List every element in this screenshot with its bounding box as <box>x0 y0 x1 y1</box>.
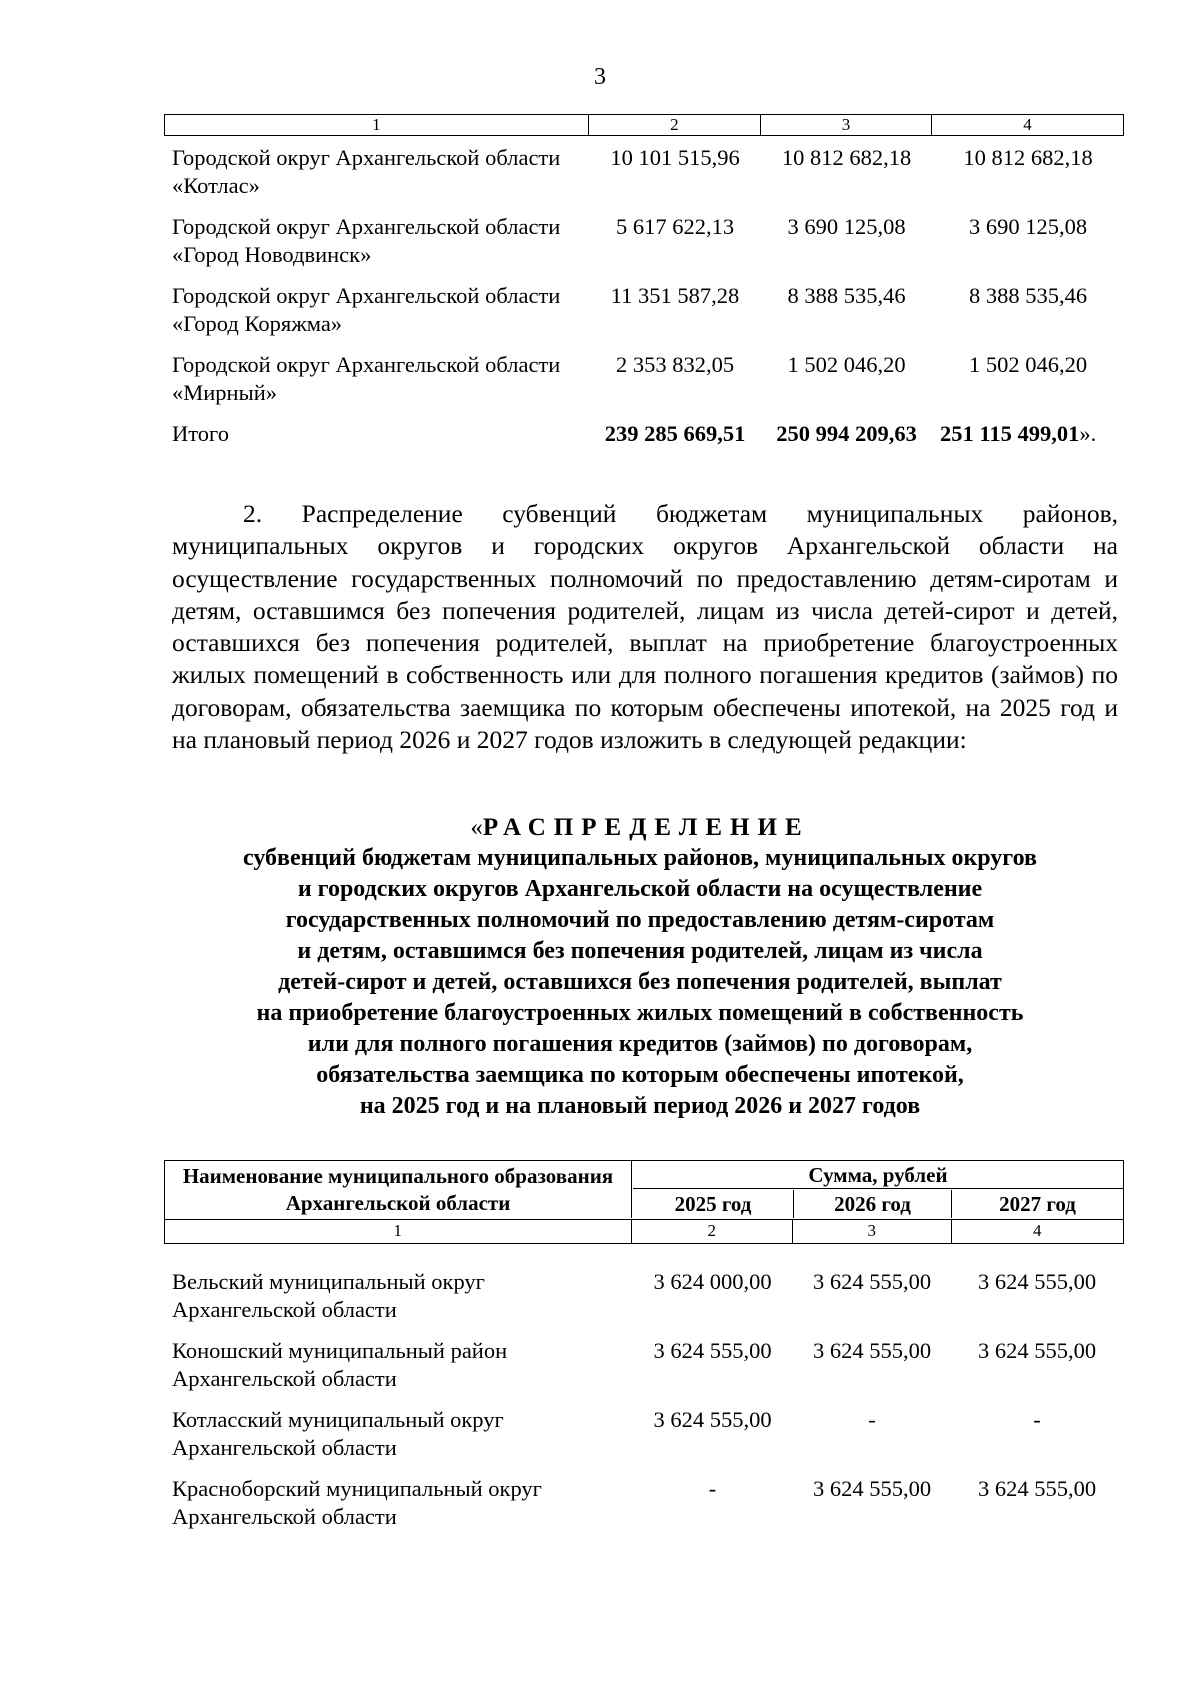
table-column-numbers <box>164 1220 1124 1244</box>
amount-2025: 11 351 587,28 <box>610 283 740 308</box>
title-line: и детям, оставшимся без попечения родителей, лицам из числа <box>297 938 983 964</box>
amount-2027: 3 624 555,00 <box>977 1269 1097 1294</box>
column-number: 4 <box>951 1220 1123 1243</box>
amount-2025: 5 617 622,13 <box>615 214 735 239</box>
title-line: государственных полномочий по предоставлению детям-сиротам <box>285 907 995 933</box>
amount-2026: 3 624 555,00 <box>812 1476 932 1501</box>
title-heading <box>150 812 1130 843</box>
municipality-name: Коношский муниципальный район Архангельской области <box>172 1338 508 1391</box>
column-number: 2 <box>588 115 760 135</box>
title-line: на приобретение благоустроенных жилых помещений в собственность <box>256 1000 1024 1026</box>
amount-2027: 3 690 125,08 <box>968 214 1088 239</box>
table-header <box>164 1160 1124 1220</box>
header-year-2025: 2025 год <box>633 1190 794 1218</box>
amount-2026: 3 624 555,00 <box>812 1338 932 1363</box>
municipality-name: Красноборский муниципальный округ Архангельской области <box>172 1476 542 1529</box>
title-word: РАСПРЕДЕЛЕНИЕ <box>482 814 810 841</box>
header-sum: Сумма, рублей <box>633 1161 1123 1189</box>
municipality-name: Городской округ Архангельской области «Город Коряжма» <box>172 283 561 336</box>
amount-2026: 8 388 535,46 <box>787 283 906 308</box>
distribution-table <box>164 1160 1124 1529</box>
column-number: 3 <box>792 1220 951 1243</box>
amount-2025: 3 624 555,00 <box>653 1338 772 1363</box>
open-quote: « <box>470 814 483 841</box>
amount-2025: 10 101 515,96 <box>610 145 740 170</box>
amount-2025: 3 624 000,00 <box>653 1269 772 1294</box>
amount-2027: 8 388 535,46 <box>968 283 1088 308</box>
paragraph-text: 2. Распределение субвенций бюджетам муниципальных районов, муниципальных округов и городских округов Архангельской области на осуществление государственных полномочий по предоставлению детям-сиротам и детям, оставшимся без попечения родителей, лицам из числа детей-сирот и детей, оставшихся без попечения родителей, выплат на приобретение благоустроенных жилых помещений в собственность или для полного погашения кредитов (займов) по договорам, обязательства заемщика по которым обеспечены ипотекой, на 2025 год и на плановый период 2026 и 2027 годов изложить в следующей редакции: <box>172 499 1118 755</box>
total-label: Итого <box>172 421 229 446</box>
amount-2025: - <box>708 1476 717 1501</box>
column-number: 1 <box>372 115 381 134</box>
amount-2027: - <box>1033 1407 1041 1432</box>
amount-2027: 3 624 555,00 <box>977 1476 1097 1501</box>
amount-2026: 3 690 125,08 <box>787 214 906 239</box>
column-number: 2 <box>631 1220 793 1243</box>
amount-2026: 3 624 555,00 <box>812 1269 932 1294</box>
municipality-name: Городской округ Архангельской области «Мирный» <box>172 352 561 405</box>
page-number: 3 <box>594 64 606 90</box>
total-2027-value: 251 115 499,01 <box>940 421 1080 446</box>
allocation-table-continued <box>164 114 1124 446</box>
header-municipality: Наименование муниципального образования Архангельской области <box>165 1161 632 1218</box>
amount-2026: 1 502 046,20 <box>787 352 906 377</box>
amount-2027: 10 812 682,18 <box>963 145 1093 170</box>
amount-2025: 2 353 832,05 <box>615 352 735 377</box>
title-line: и городских округов Архангельской области на осуществление <box>297 876 983 902</box>
table-column-numbers <box>164 114 1124 136</box>
title-line: детей-сирот и детей, оставшихся без попечения родителей, выплат <box>278 969 1002 995</box>
municipality-name: Городской округ Архангельской области «Котлас» <box>172 145 561 198</box>
municipality-name: Котласский муниципальный округ Архангельской области <box>172 1407 504 1460</box>
title-line: на 2025 год и на плановый период 2026 и 2027 годов <box>359 1093 921 1119</box>
total-2026: 250 994 209,63 <box>776 421 917 446</box>
amount-2025: 3 624 555,00 <box>653 1407 772 1432</box>
amount-2026: 10 812 682,18 <box>781 145 912 170</box>
distribution-title <box>150 812 1130 1122</box>
municipality-name: Вельский муниципальный округ Архангельской области <box>172 1269 485 1322</box>
total-2025: 239 285 669,51 <box>604 421 746 446</box>
amount-2027: 3 624 555,00 <box>977 1338 1097 1363</box>
total-2027 <box>928 420 1136 448</box>
amount-2027: 1 502 046,20 <box>968 352 1088 377</box>
municipality-name: Городской округ Архангельской области «Город Новодвинск» <box>172 214 561 267</box>
amount-2026: - <box>868 1407 876 1432</box>
column-number: 1 <box>393 1221 403 1240</box>
column-number: 3 <box>760 115 931 135</box>
title-line: обязательства заемщика по которым обеспечены ипотекой, <box>316 1062 964 1088</box>
title-line: или для полного погашения кредитов (займов) по договорам, <box>307 1031 973 1057</box>
column-number: 4 <box>931 115 1123 135</box>
closing-quote: ». <box>1079 421 1097 446</box>
header-year-2026: 2026 год <box>794 1190 952 1218</box>
amendment-paragraph <box>172 498 1118 756</box>
header-year-2027: 2027 год <box>999 1192 1076 1216</box>
title-line: субвенций бюджетам муниципальных районов, муниципальных округов <box>243 845 1037 871</box>
